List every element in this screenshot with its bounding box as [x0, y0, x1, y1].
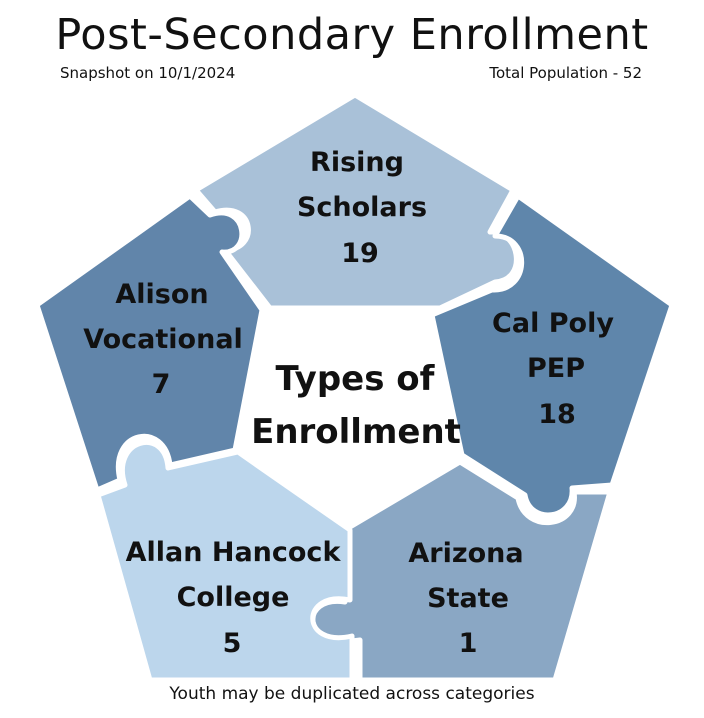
rising-scholars-value: 19 — [341, 238, 379, 269]
cal-poly-value: 18 — [538, 399, 576, 430]
footer-note: Youth may be duplicated across categories — [169, 684, 535, 704]
alison-label-1: Alison — [115, 279, 209, 310]
arizona-value: 1 — [458, 628, 478, 659]
center-label-1: Types of — [275, 359, 435, 399]
alison-label-2: Vocational — [83, 324, 243, 355]
rising-scholars-label-1: Rising — [310, 147, 404, 178]
snapshot-date: Snapshot on 10/1/2024 — [60, 64, 236, 82]
allan-hancock-label-1: Allan Hancock — [125, 537, 341, 568]
cal-poly-label-1: Cal Poly — [492, 308, 614, 339]
arizona-label-1: Arizona — [408, 538, 524, 569]
rising-scholars-label-2: Scholars — [296, 192, 428, 223]
arizona-label-2: State — [427, 583, 509, 614]
center-label-2: Enrollment — [251, 412, 461, 452]
cal-poly-label-2: PEP — [526, 353, 586, 384]
total-population: Total Population - 52 — [489, 64, 642, 82]
page-title: Post-Secondary Enrollment — [55, 10, 649, 60]
alison-value: 7 — [151, 369, 171, 400]
allan-hancock-label-2: College — [176, 582, 290, 613]
allan-hancock-value: 5 — [222, 628, 242, 659]
